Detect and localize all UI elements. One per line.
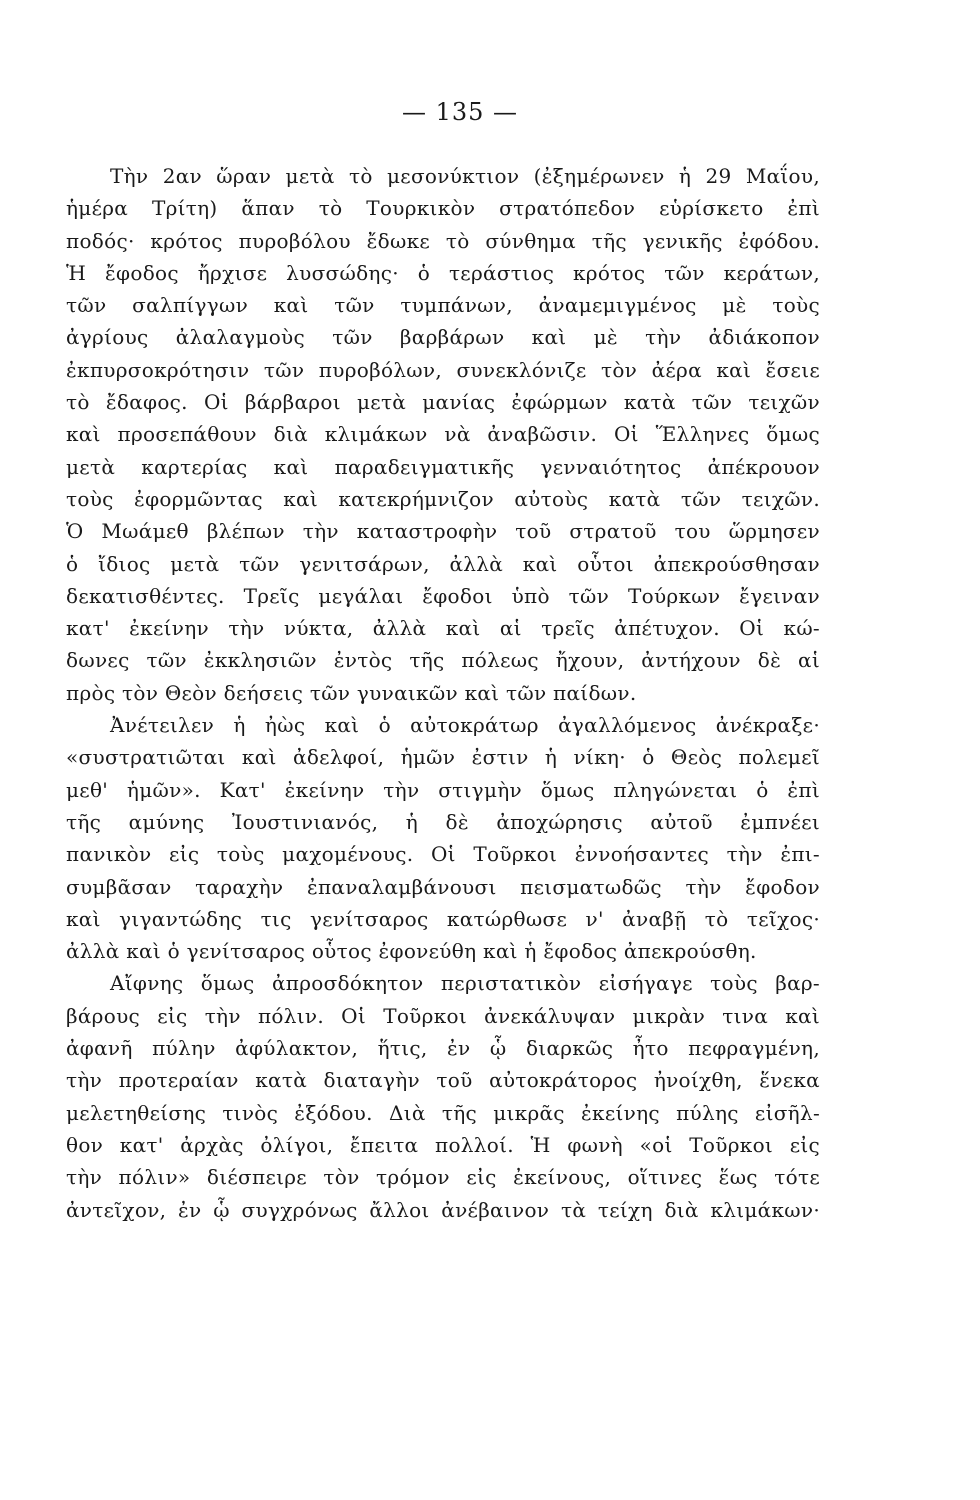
text-line: Αἴφνης ὅμως ἀπροσδόκητον περιστατικὸν εἰσήγαγε τοὺς βαρ-	[110, 971, 820, 996]
text-line: τοὺς ἐφορμῶντας καὶ κατεκρήμνιζον αὐτοὺς κατὰ τῶν τειχῶν.	[66, 486, 820, 511]
text-line: ὁ ἴδιος μετὰ τῶν γενιτσάρων, ἀλλὰ καὶ οὗτοι ἀπεκρούσθησαν	[66, 551, 820, 576]
text-line: Ἡ ἔφοδος ἤρχισε λυσσώδης· ὁ τεράστιος κρότος τῶν κεράτων,	[66, 260, 820, 285]
text-line: θον κατ' ἀρχὰς ὀλίγοι, ἔπειτα πολλοί. Ἡ φωνὴ «οἱ Τοῦρκοι εἰς	[66, 1132, 820, 1157]
text-line: τῆς αμύνης Ἰουστινιανός, ἡ δὲ ἀποχώρησις αὐτοῦ ἐμπνέει	[66, 809, 820, 834]
text-line: πανικὸν εἰς τοὺς μαχομένους. Οἱ Τοῦρκοι ἐννοήσαντες τὴν ἐπι-	[66, 842, 820, 867]
text-line: ἀγρίους ἀλαλαγμοὺς τῶν βαρβάρων καὶ μὲ τὴν ἀδιάκοπον	[66, 325, 820, 350]
text-line: «συστρατιῶται καὶ ἀδελφοί, ἡμῶν ἐστιν ἡ νίκη· ὁ Θεὸς πολεμεῖ	[66, 745, 820, 770]
text-line: πρὸς τὸν Θεὸν δεήσεις τῶν γυναικῶν καὶ τῶν παίδων.	[66, 680, 637, 705]
body-text	[66, 160, 820, 1226]
text-line: καὶ γιγαντώδης τις γενίτσαρος κατώρθωσε ν' ἀναβῇ τὸ τεῖχος·	[66, 906, 820, 931]
text-line: κατ' ἐκείνην τὴν νύκτα, ἀλλὰ καὶ αἱ τρεῖς ἀπέτυχον. Οἱ κώ-	[66, 616, 820, 641]
text-line: μετὰ καρτερίας καὶ παραδειγματικῆς γενναιότητος ἀπέκρουον	[66, 454, 820, 479]
text-line: Ὁ Μωάμεθ βλέπων τὴν καταστροφὴν τοῦ στρατοῦ του ὥρμησεν	[66, 519, 820, 544]
text-line: μελετηθείσης τινὸς ἐξόδου. Διὰ τῆς μικρᾶς ἐκείνης πύλης εἰσῆλ-	[66, 1100, 820, 1125]
page-number: — 135 —	[401, 98, 519, 126]
text-line: Τὴν 2αν ὥραν μετὰ τὸ μεσονύκτιον (ἐξημέρωνεν ἡ 29 Μαΐου,	[110, 164, 820, 188]
text-line: τῶν σαλπίγγων καὶ τῶν τυμπάνων, ἀναμεμιγμένος μὲ τοὺς	[66, 293, 820, 318]
text-line: δωνες τῶν ἐκκλησιῶν ἐντὸς τῆς πόλεως ἤχουν, ἀντήχουν δὲ αἱ	[66, 648, 820, 673]
text-line: ἀντεῖχον, ἐν ᾧ συγχρόνως ἄλλοι ἀνέβαινον τὰ τείχη διὰ κλιμάκων·	[66, 1197, 820, 1222]
text-line: τὸ ἔδαφος. Οἱ βάρβαροι μετὰ μανίας ἐφώρμων κατὰ τῶν τειχῶν	[66, 390, 820, 415]
text-line: δεκατισθέντες. Τρεῖς μεγάλαι ἔφοδοι ὑπὸ τῶν Τούρκων ἔγειναν	[66, 583, 820, 608]
text-line: τὴν πόλιν» διέσπειρε τὸν τρόμον εἰς ἐκείνους, οἵτινες ἕως τότε	[66, 1165, 820, 1190]
text-line: Ἀνέτειλεν ἡ ἠὼς καὶ ὁ αὐτοκράτωρ ἀγαλλόμενος ἀνέκραξε·	[110, 713, 820, 738]
text-line: βάρους εἰς τὴν πόλιν. Οἱ Τοῦρκοι ἀνεκάλυψαν μικρὰν τινα καὶ	[66, 1003, 820, 1028]
text-line: συμβᾶσαν ταραχὴν ἐπαναλαμβάνουσι πεισματωδῶς τὴν ἔφοδον	[66, 874, 820, 899]
text-line: καὶ προσεπάθουν διὰ κλιμάκων νὰ ἀναβῶσιν. Οἱ Ἕλληνες ὅμως	[66, 422, 820, 447]
text-line: ποδός· κρότος πυροβόλου ἔδωκε τὸ σύνθημα τῆς γενικῆς ἐφόδου.	[66, 228, 820, 253]
text-line: μεθ' ἡμῶν». Κατ' ἐκείνην τὴν στιγμὴν ὅμως πληγώνεται ὁ ἐπὶ	[66, 777, 820, 802]
text-line: ἐκπυρσοκρότησιν τῶν πυροβόλων, συνεκλόνιζε τὸν ἀέρα καὶ ἔσειε	[66, 357, 820, 382]
text-line: ἀφανῆ πύλην ἀφύλακτον, ἥτις, ἐν ᾧ διαρκῶς ἦτο πεφραγμένη,	[66, 1036, 820, 1061]
text-line: ἀλλὰ καὶ ὁ γενίτσαρος οὗτος ἐφονεύθη καὶ ἡ ἔφοδος ἀπεκρούσθη.	[66, 939, 757, 964]
text-line: ἡμέρα Τρίτη) ἅπαν τὸ Τουρκικὸν στρατόπεδον εὑρίσκετο ἐπὶ	[66, 196, 820, 221]
text-line: τὴν προτεραίαν κατὰ διαταγὴν τοῦ αὐτοκράτορος ἠνοίχθη, ἕνεκα	[66, 1068, 820, 1093]
